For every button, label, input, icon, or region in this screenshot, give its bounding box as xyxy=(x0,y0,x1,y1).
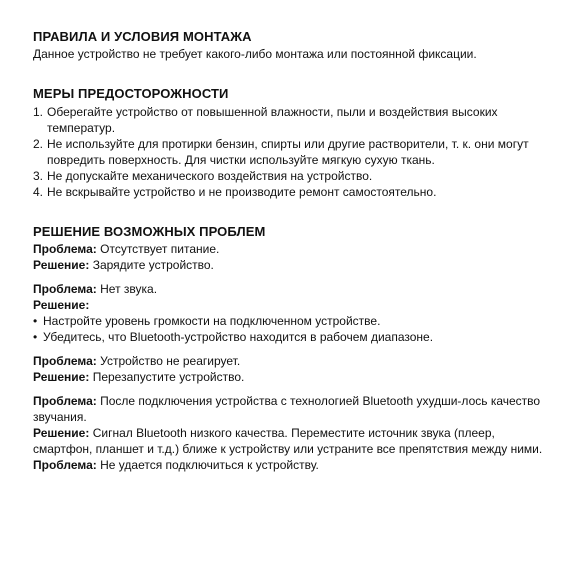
solution-item-text: Настройте уровень громкости на подключенном устройстве. xyxy=(43,314,381,328)
solution-list xyxy=(33,313,553,345)
solution-text: Сигнал Bluetooth низкого качества. Переместите источник звука (плеер, смартфон, планшет и т.д.) ближе к устройству или устраните все препятствия между ними. xyxy=(33,426,543,456)
mounting-text: Данное устройство не требует какого-либо монтажа или постоянной фиксации. xyxy=(33,47,477,61)
troubleshoot-entry xyxy=(33,393,553,457)
solution-line xyxy=(33,297,553,313)
problem-label: Проблема: xyxy=(33,242,97,256)
solution-line xyxy=(33,425,553,457)
solution-label: Решение: xyxy=(33,298,90,312)
solution-label: Решение: xyxy=(33,426,90,440)
problem-text: Не удается подключиться к устройству. xyxy=(100,458,319,472)
problem-text: Устройство не реагирует. xyxy=(100,354,241,368)
precaution-item xyxy=(33,104,553,136)
problem-line xyxy=(33,457,553,473)
problem-line xyxy=(33,353,553,369)
mounting-section xyxy=(33,28,553,62)
problem-label: Проблема: xyxy=(33,394,97,408)
solution-label: Решение: xyxy=(33,370,90,384)
problem-label: Проблема: xyxy=(33,282,97,296)
troubleshooting-title: РЕШЕНИЕ ВОЗМОЖНЫХ ПРОБЛЕМ xyxy=(33,224,266,239)
precaution-number: 3. xyxy=(33,169,44,183)
solution-label: Решение: xyxy=(33,258,90,272)
precaution-item xyxy=(33,168,553,184)
troubleshoot-entry xyxy=(33,457,553,473)
problem-text: Отсутствует питание. xyxy=(100,242,220,256)
solution-line xyxy=(33,369,553,385)
manual-page xyxy=(33,28,553,473)
troubleshooting-section xyxy=(33,223,553,473)
solution-line xyxy=(33,257,553,273)
solution-text: Зарядите устройство. xyxy=(92,258,214,272)
problem-label: Проблема: xyxy=(33,354,97,368)
problem-text: После подключения устройства с технологией Bluetooth ухудши-лось качество звучания. xyxy=(33,394,541,424)
precaution-text: Не используйте для протирки бензин, спирты или другие растворители, т. к. они могут повредить поверхность. Для чистки используйте мягкую сухую ткань. xyxy=(47,137,529,167)
precaution-item xyxy=(33,136,553,168)
mounting-title: ПРАВИЛА И УСЛОВИЯ МОНТАЖА xyxy=(33,29,252,44)
problem-line xyxy=(33,281,553,297)
troubleshoot-entry xyxy=(33,241,553,273)
precaution-number: 1. xyxy=(33,105,44,119)
problem-line xyxy=(33,393,553,425)
bullet-icon: • xyxy=(33,314,38,328)
precautions-section xyxy=(33,85,553,200)
problem-text: Нет звука. xyxy=(100,282,158,296)
precautions-title: МЕРЫ ПРЕДОСТОРОЖНОСТИ xyxy=(33,86,229,101)
solution-item xyxy=(33,313,553,329)
precaution-item xyxy=(33,184,553,200)
solution-item xyxy=(33,329,553,345)
solution-item-text: Убедитесь, что Bluetooth-устройство находится в рабочем диапазоне. xyxy=(43,330,434,344)
precautions-list xyxy=(33,104,553,200)
troubleshoot-entry xyxy=(33,281,553,345)
precaution-text: Не допускайте механического воздействия на устройство. xyxy=(47,169,373,183)
solution-text: Перезапустите устройство. xyxy=(92,370,245,384)
problem-line xyxy=(33,241,553,257)
precaution-number: 2. xyxy=(33,137,44,151)
troubleshoot-entry xyxy=(33,353,553,385)
precaution-text: Оберегайте устройство от повышенной влажности, пыли и воздействия высоких температур. xyxy=(47,105,498,135)
precaution-number: 4. xyxy=(33,185,44,199)
bullet-icon: • xyxy=(33,330,38,344)
problem-label: Проблема: xyxy=(33,458,97,472)
precaution-text: Не вскрывайте устройство и не производите ремонт самостоятельно. xyxy=(47,185,437,199)
